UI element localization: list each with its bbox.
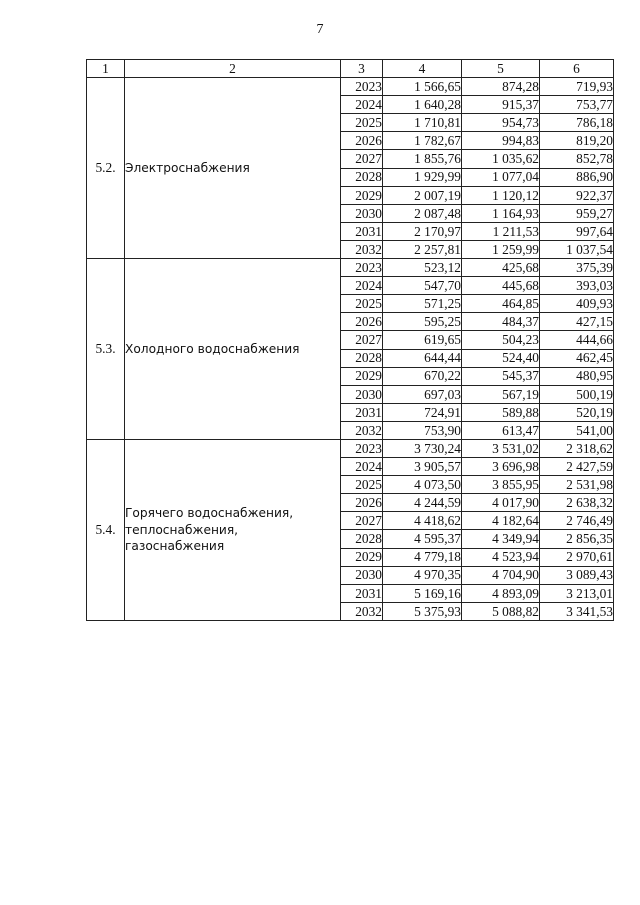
year-cell: 2028 — [341, 530, 383, 548]
data-table — [86, 59, 614, 621]
table-row — [87, 439, 614, 457]
value-col5-cell: 874,28 — [462, 78, 540, 96]
column-header-6: 6 — [540, 60, 614, 78]
value-col4-cell: 1 855,76 — [383, 150, 462, 168]
year-cell: 2024 — [341, 96, 383, 114]
year-cell: 2032 — [341, 240, 383, 258]
year-cell: 2031 — [341, 403, 383, 421]
column-header-5: 5 — [462, 60, 540, 78]
value-col6-cell: 462,45 — [540, 349, 614, 367]
value-col6-cell: 375,39 — [540, 259, 614, 277]
year-cell: 2025 — [341, 476, 383, 494]
year-cell: 2027 — [341, 150, 383, 168]
value-col6-cell: 2 531,98 — [540, 476, 614, 494]
year-cell: 2024 — [341, 277, 383, 295]
value-col4-cell: 5 375,93 — [383, 602, 462, 620]
value-col6-cell: 886,90 — [540, 168, 614, 186]
value-col5-cell: 994,83 — [462, 132, 540, 150]
value-col5-cell: 589,88 — [462, 403, 540, 421]
value-col6-cell: 444,66 — [540, 331, 614, 349]
year-cell: 2025 — [341, 114, 383, 132]
value-col4-cell: 644,44 — [383, 349, 462, 367]
value-col5-cell: 915,37 — [462, 96, 540, 114]
section-code: 5.2. — [87, 78, 125, 259]
value-col5-cell: 445,68 — [462, 277, 540, 295]
value-col5-cell: 3 696,98 — [462, 458, 540, 476]
column-header-1: 1 — [87, 60, 125, 78]
value-col5-cell: 4 704,90 — [462, 566, 540, 584]
value-col5-cell: 1 259,99 — [462, 240, 540, 258]
column-header-4: 4 — [383, 60, 462, 78]
value-col4-cell: 2 007,19 — [383, 186, 462, 204]
value-col6-cell: 786,18 — [540, 114, 614, 132]
value-col6-cell: 2 427,59 — [540, 458, 614, 476]
value-col6-cell: 3 089,43 — [540, 566, 614, 584]
year-cell: 2024 — [341, 458, 383, 476]
section-name — [125, 259, 341, 440]
year-cell: 2029 — [341, 186, 383, 204]
year-cell: 2032 — [341, 421, 383, 439]
year-cell: 2025 — [341, 295, 383, 313]
value-col6-cell: 1 037,54 — [540, 240, 614, 258]
value-col5-cell: 567,19 — [462, 385, 540, 403]
value-col6-cell: 852,78 — [540, 150, 614, 168]
value-col5-cell: 1 164,93 — [462, 204, 540, 222]
value-col5-cell: 1 120,12 — [462, 186, 540, 204]
section-name — [125, 439, 341, 620]
value-col4-cell: 4 970,35 — [383, 566, 462, 584]
value-col5-cell: 4 182,64 — [462, 512, 540, 530]
year-cell: 2027 — [341, 512, 383, 530]
value-col5-cell: 4 893,09 — [462, 584, 540, 602]
value-col5-cell: 4 017,90 — [462, 494, 540, 512]
value-col5-cell: 4 349,94 — [462, 530, 540, 548]
value-col6-cell: 2 746,49 — [540, 512, 614, 530]
year-cell: 2031 — [341, 222, 383, 240]
value-col6-cell: 3 341,53 — [540, 602, 614, 620]
year-cell: 2030 — [341, 204, 383, 222]
value-col4-cell: 724,91 — [383, 403, 462, 421]
year-cell: 2023 — [341, 78, 383, 96]
value-col4-cell: 4 779,18 — [383, 548, 462, 566]
year-cell: 2032 — [341, 602, 383, 620]
value-col6-cell: 520,19 — [540, 403, 614, 421]
value-col4-cell: 1 640,28 — [383, 96, 462, 114]
value-col6-cell: 480,95 — [540, 367, 614, 385]
value-col4-cell: 3 730,24 — [383, 439, 462, 457]
value-col4-cell: 3 905,57 — [383, 458, 462, 476]
value-col4-cell: 753,90 — [383, 421, 462, 439]
section-name-line: Электроснабжения — [125, 160, 250, 175]
value-col5-cell: 504,23 — [462, 331, 540, 349]
value-col4-cell: 5 169,16 — [383, 584, 462, 602]
value-col5-cell: 1 035,62 — [462, 150, 540, 168]
value-col5-cell: 1 077,04 — [462, 168, 540, 186]
year-cell: 2026 — [341, 132, 383, 150]
section-code: 5.4. — [87, 439, 125, 620]
value-col4-cell: 1 929,99 — [383, 168, 462, 186]
value-col4-cell: 4 244,59 — [383, 494, 462, 512]
value-col6-cell: 2 970,61 — [540, 548, 614, 566]
value-col4-cell: 670,22 — [383, 367, 462, 385]
value-col5-cell: 954,73 — [462, 114, 540, 132]
year-cell: 2030 — [341, 385, 383, 403]
value-col4-cell: 619,65 — [383, 331, 462, 349]
year-cell: 2023 — [341, 439, 383, 457]
year-cell: 2026 — [341, 313, 383, 331]
value-col6-cell: 2 318,62 — [540, 439, 614, 457]
year-cell: 2031 — [341, 584, 383, 602]
table-header-row — [87, 60, 614, 78]
column-header-3: 3 — [341, 60, 383, 78]
value-col5-cell: 3 531,02 — [462, 439, 540, 457]
value-col6-cell: 819,20 — [540, 132, 614, 150]
value-col6-cell: 997,64 — [540, 222, 614, 240]
year-cell: 2028 — [341, 168, 383, 186]
value-col5-cell: 464,85 — [462, 295, 540, 313]
year-cell: 2030 — [341, 566, 383, 584]
value-col4-cell: 4 073,50 — [383, 476, 462, 494]
section-name-line: газоснабжения — [125, 539, 225, 554]
value-col4-cell: 697,03 — [383, 385, 462, 403]
value-col4-cell: 2 170,97 — [383, 222, 462, 240]
page-number: 7 — [316, 22, 324, 37]
column-header-2: 2 — [125, 60, 341, 78]
value-col4-cell: 4 595,37 — [383, 530, 462, 548]
value-col5-cell: 4 523,94 — [462, 548, 540, 566]
value-col6-cell: 959,27 — [540, 204, 614, 222]
value-col5-cell: 613,47 — [462, 421, 540, 439]
section-name-line: Горячего водоснабжения, — [125, 506, 294, 521]
value-col4-cell: 1 782,67 — [383, 132, 462, 150]
section-name-line: Холодного водоснабжения — [125, 341, 300, 356]
value-col5-cell: 484,37 — [462, 313, 540, 331]
value-col4-cell: 571,25 — [383, 295, 462, 313]
year-cell: 2029 — [341, 548, 383, 566]
value-col6-cell: 719,93 — [540, 78, 614, 96]
value-col4-cell: 2 087,48 — [383, 204, 462, 222]
value-col5-cell: 3 855,95 — [462, 476, 540, 494]
value-col4-cell: 547,70 — [383, 277, 462, 295]
value-col5-cell: 425,68 — [462, 259, 540, 277]
value-col6-cell: 500,19 — [540, 385, 614, 403]
value-col4-cell: 4 418,62 — [383, 512, 462, 530]
value-col6-cell: 2 638,32 — [540, 494, 614, 512]
value-col6-cell: 409,93 — [540, 295, 614, 313]
value-col6-cell: 393,03 — [540, 277, 614, 295]
value-col6-cell: 541,00 — [540, 421, 614, 439]
value-col6-cell: 2 856,35 — [540, 530, 614, 548]
value-col4-cell: 523,12 — [383, 259, 462, 277]
year-cell: 2028 — [341, 349, 383, 367]
value-col4-cell: 595,25 — [383, 313, 462, 331]
table-row — [87, 78, 614, 96]
value-col5-cell: 545,37 — [462, 367, 540, 385]
value-col6-cell: 753,77 — [540, 96, 614, 114]
value-col4-cell: 1 566,65 — [383, 78, 462, 96]
value-col4-cell: 2 257,81 — [383, 240, 462, 258]
value-col6-cell: 427,15 — [540, 313, 614, 331]
value-col6-cell: 922,37 — [540, 186, 614, 204]
table-row — [87, 259, 614, 277]
section-code: 5.3. — [87, 259, 125, 440]
value-col4-cell: 1 710,81 — [383, 114, 462, 132]
year-cell: 2029 — [341, 367, 383, 385]
section-name — [125, 78, 341, 259]
value-col5-cell: 524,40 — [462, 349, 540, 367]
year-cell: 2026 — [341, 494, 383, 512]
year-cell: 2027 — [341, 331, 383, 349]
value-col6-cell: 3 213,01 — [540, 584, 614, 602]
value-col5-cell: 1 211,53 — [462, 222, 540, 240]
year-cell: 2023 — [341, 259, 383, 277]
section-name-line: теплоснабжения, — [125, 522, 239, 537]
value-col5-cell: 5 088,82 — [462, 602, 540, 620]
